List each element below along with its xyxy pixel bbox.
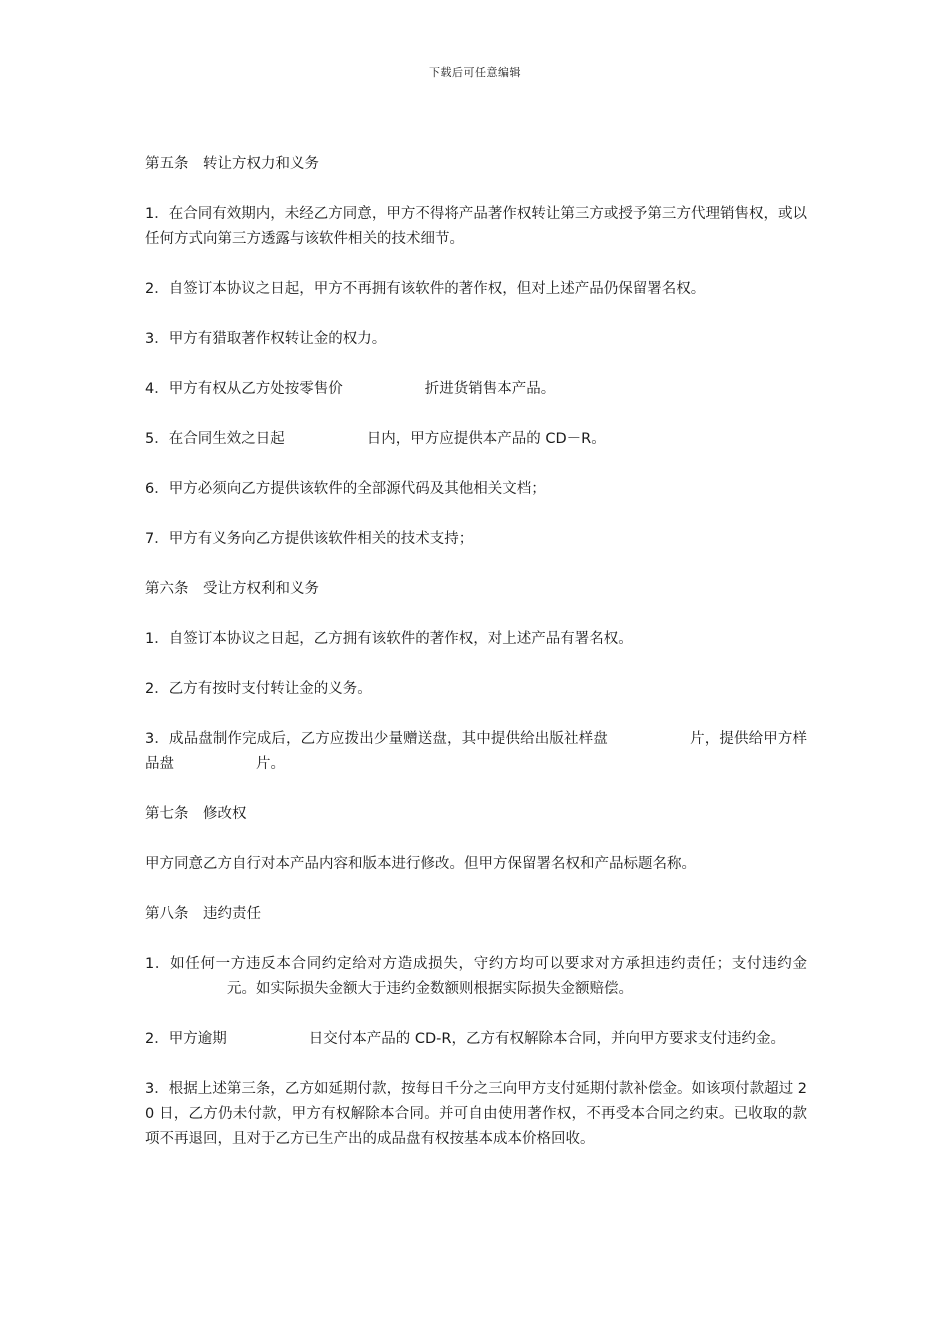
section-5-item-6: 6．甲方必须向乙方提供该软件的全部源代码及其他相关文档； (145, 481, 546, 497)
item-text: 片，提供给甲方样品盘 (145, 731, 807, 772)
page-header: 下载后可任意编辑 (429, 66, 521, 79)
section-8-item-1 (145, 952, 807, 1002)
section-6-item-3 (145, 727, 807, 777)
section-5-item-3: 3．甲方有猎取著作权转让金的权力。 (145, 331, 387, 347)
section-7-item-1: 甲方同意乙方自行对本产品内容和版本进行修改。但甲方保留署名权和产品标题名称。 (145, 856, 696, 872)
item-text: 1．如任何一方违反本合同约定给对方造成损失，守约方均可以要求对方承担违约责任；支付违约金 (145, 956, 807, 972)
section-8-item-2 (145, 1027, 807, 1052)
section-5-item-1: 1．在合同有效期内，未经乙方同意，甲方不得将产品著作权转让第三方或授予第三方代理销售权，或以任何方式向第三方透露与该软件相关的技术细节。 (145, 206, 807, 247)
section-5-item-7: 7．甲方有义务向乙方提供该软件相关的技术支持； (145, 531, 474, 547)
section-6-item-1: 1．自签订本协议之日起，乙方拥有该软件的著作权，对上述产品有署名权。 (145, 631, 633, 647)
item-text: 2．甲方逾期 (145, 1031, 227, 1047)
section-6-item-2: 2．乙方有按时支付转让金的义务。 (145, 681, 372, 697)
section-5-item-2: 2．自签订本协议之日起，甲方不再拥有该软件的著作权，但对上述产品仍保留署名权。 (145, 281, 706, 297)
section-8-item-3: 3．根据上述第三条，乙方如延期付款，按每日千分之三向甲方支付延期付款补偿金。如该项付款超过 20 日，乙方仍未付款，甲方有权解除本合同。并可自由使用著作权，不再受本合同之约束。已收取的款项不再退回，且对于乙方已生产出的成品盘有权按基本成本价格回收。 (145, 1081, 807, 1147)
item-text: 元。如实际损失金额大于违约金数额则根据实际损失金额赔偿。 (227, 981, 633, 997)
section-5-item-4 (145, 377, 807, 402)
item-text: 4．甲方有权从乙方处按零售价 (145, 381, 343, 397)
item-text: 5．在合同生效之日起 (145, 431, 285, 447)
item-text: 3．成品盘制作完成后，乙方应拨出少量赠送盘，其中提供给出版社样盘 (145, 731, 608, 747)
section-title-6: 第六条 受让方权利和义务 (145, 581, 319, 597)
item-text: 日内，甲方应提供本产品的 CD－R。 (366, 431, 606, 447)
section-title-8: 第八条 违约责任 (145, 906, 261, 922)
item-text: 日交付本产品的 CD-R，乙方有权解除本合同，并向甲方要求支付违约金。 (308, 1031, 785, 1047)
item-text: 片。 (256, 756, 285, 772)
section-title-7: 第七条 修改权 (145, 806, 247, 822)
section-5-item-5 (145, 427, 807, 452)
item-text: 折进货销售本产品。 (424, 381, 556, 397)
section-title-5: 第五条 转让方权力和义务 (145, 156, 319, 172)
document-body (145, 152, 807, 1152)
